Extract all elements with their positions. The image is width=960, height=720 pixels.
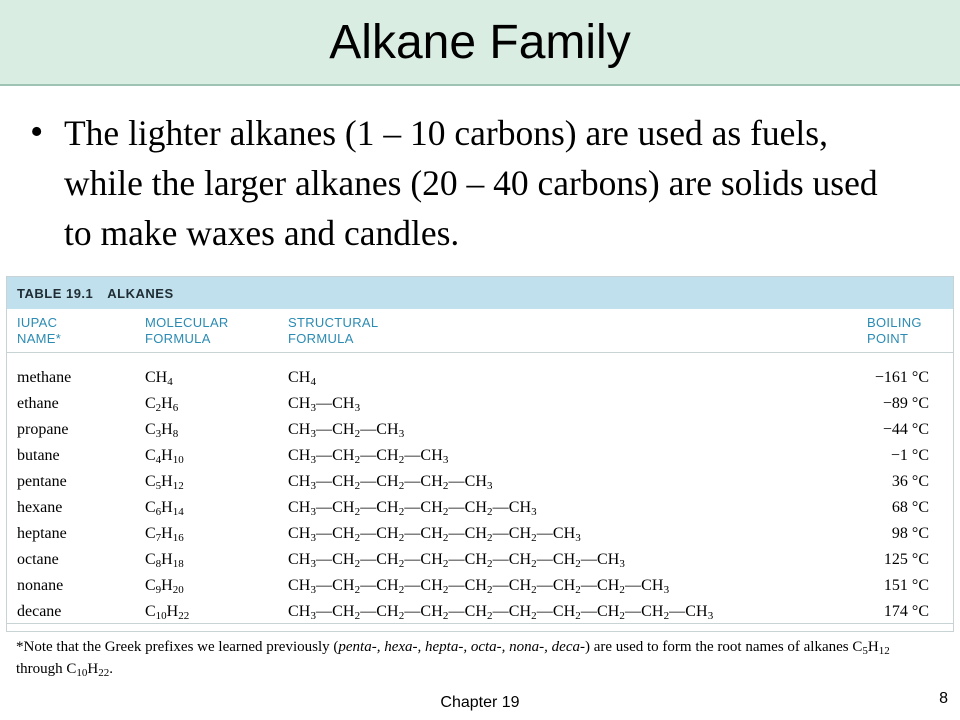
column-header-name: IUPAC NAME* — [17, 315, 62, 346]
molecular-formula: $C_2H_6$ — [145, 395, 179, 414]
molecular-formula: $C_7H_{16}$ — [145, 525, 184, 544]
table-row — [7, 495, 953, 521]
molecular-formula: $C_6H_{14}$ — [145, 499, 184, 518]
structural-formula: $CH_3—CH_3$ — [288, 395, 361, 414]
boiling-point: 68 °C — [891, 499, 929, 516]
boiling-point: −44 °C — [882, 421, 929, 438]
structural-formula: $CH_3—CH_2—CH_2—CH_2—CH_2—CH_2—CH_2—CH_3$ — [288, 551, 626, 570]
boiling-point: 125 °C — [883, 551, 929, 568]
structural-formula: $CH_3—CH_2—CH_2—CH_2—CH_2—CH_2—CH_2—CH_2—CH_3$ — [288, 577, 670, 596]
boiling-point: 174 °C — [883, 603, 929, 620]
alkane-name: nonane — [17, 577, 64, 594]
alkane-name: ethane — [17, 395, 59, 412]
molecular-formula: $C_{10}H_{22}$ — [145, 603, 190, 622]
header-divider — [7, 352, 953, 353]
boiling-point: −1 °C — [890, 447, 929, 464]
bullet-text: The lighter alkanes (1 – 10 carbons) are used as fuels, while the larger alkanes (20 – 40 carbons) are solids used to make waxes and candles. — [64, 113, 878, 253]
column-header-boiling-point: BOILING POINT — [867, 315, 922, 346]
molecular-formula: $C_4H_{10}$ — [145, 447, 184, 466]
table-row — [7, 417, 953, 443]
structural-formula: $CH_3—CH_2—CH_2—CH_2—CH_2—CH_2—CH_2—CH_2—CH_2—CH_3$ — [288, 603, 714, 622]
structural-formula: $CH_4$ — [288, 369, 317, 388]
column-header-formula: MOLECULAR FORMULA — [145, 315, 229, 346]
column-header-structure: STRUCTURAL FORMULA — [288, 315, 379, 346]
table-row — [7, 547, 953, 573]
molecular-formula: $CH_4$ — [145, 369, 173, 388]
boiling-point: 151 °C — [883, 577, 929, 594]
structural-formula: $CH_3—CH_2—CH_2—CH_2—CH_2—CH_3$ — [288, 499, 537, 518]
table-title: ALKANES — [107, 286, 174, 301]
slide-title: Alkane Family — [329, 15, 631, 69]
structural-formula: $CH_3—CH_2—CH_3$ — [288, 421, 405, 440]
structural-formula: $CH_3—CH_2—CH_2—CH_2—CH_2—CH_2—CH_3$ — [288, 525, 581, 544]
table-footnote: *Note that the Greek prefixes we learned previously (penta-, hexa-, hepta-, octa-, nona-, deca-) are used to form the root names of alkanes $C_5H_{12}$ through $C_{10}H_{22}$. — [16, 639, 890, 679]
molecular-formula: $C_3H_8$ — [145, 421, 179, 440]
bullet-point — [30, 108, 940, 258]
molecular-formula: $C_8H_{18}$ — [145, 551, 184, 570]
boiling-point: −161 °C — [874, 369, 929, 386]
table-number: TABLE 19.1 — [17, 286, 94, 301]
table-row — [7, 521, 953, 547]
title-bar — [0, 0, 960, 86]
alkanes-table — [6, 276, 954, 632]
alkane-name: decane — [17, 603, 62, 620]
footer-chapter: Chapter 19 — [440, 694, 520, 711]
table-row — [7, 365, 953, 391]
table-row — [7, 443, 953, 469]
table-header-bar — [7, 277, 953, 309]
alkane-name: methane — [17, 369, 72, 386]
structural-formula: $CH_3—CH_2—CH_2—CH_2—CH_3$ — [288, 473, 493, 492]
alkane-name: heptane — [17, 525, 67, 542]
alkane-name: octane — [17, 551, 59, 568]
molecular-formula: $C_5H_{12}$ — [145, 473, 184, 492]
table-row — [7, 469, 953, 495]
alkane-name: butane — [17, 447, 60, 464]
table-row — [7, 391, 953, 417]
alkane-name: pentane — [17, 473, 67, 490]
alkane-name: propane — [17, 421, 69, 438]
molecular-formula: $C_9H_{20}$ — [145, 577, 184, 596]
boiling-point: 98 °C — [891, 525, 929, 542]
boiling-point: 36 °C — [891, 473, 929, 490]
table-row — [7, 573, 953, 599]
boiling-point: −89 °C — [882, 395, 929, 412]
bullet-icon: • — [30, 111, 44, 153]
table-caption — [17, 286, 174, 301]
structural-formula: $CH_3—CH_2—CH_2—CH_3$ — [288, 447, 449, 466]
table-row — [7, 599, 953, 625]
greek-prefixes: penta-, hexa-, hepta-, octa-, nona-, deca- — [338, 639, 585, 655]
alkane-name: hexane — [17, 499, 63, 516]
page-number: 8 — [939, 690, 948, 707]
table-bottom-divider — [7, 623, 953, 624]
